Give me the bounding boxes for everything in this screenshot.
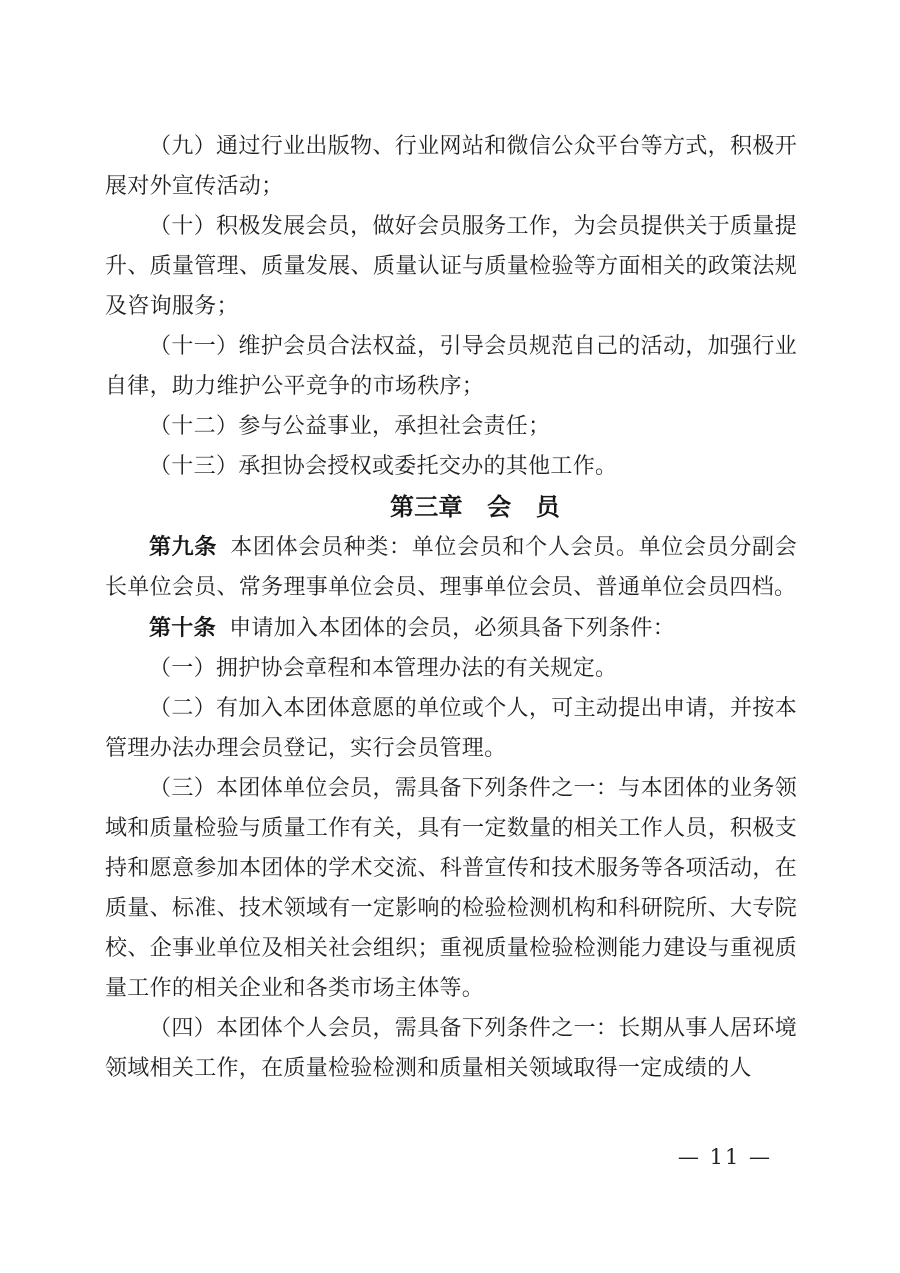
condition-4: （四）本团体个人会员，需具备下列条件之一：长期从事人居环境领域相关工作，在质量检验检测和质量相关领域取得一定成绩的人 bbox=[105, 1016, 797, 1081]
article-9-number: 第九条 bbox=[149, 534, 218, 560]
condition-1: （一）拥护协会章程和本管理办法的有关规定。 bbox=[149, 656, 618, 681]
clause-9: （九）通过行业出版物、行业网站和微信公众平台等方式，积极开展对外宣传活动； bbox=[105, 134, 797, 199]
article-9 bbox=[105, 527, 797, 608]
article-9-text: 本团体会员种类：单位会员和个人会员。单位会员分副会长单位会员、常务理事单位会员、理事单位会员、普通单位会员四档。 bbox=[105, 535, 797, 600]
chapter-3-heading: 第三章 会 员 bbox=[389, 492, 561, 521]
article-10 bbox=[105, 608, 797, 649]
article-10-number: 第十条 bbox=[149, 615, 216, 641]
page-footer bbox=[678, 1142, 772, 1172]
document-body bbox=[105, 127, 797, 1089]
condition-3: （三）本团体单位会员，需具备下列条件之一：与本团体的业务领域和质量检验与质量工作有关，具有一定数量的相关工作人员，积极支持和愿意参加本团体的学术交流、科普宣传和技术服务等各项活动，在质量、标准、技术领域有一定影响的检验检测机构和科研院所、大专院校、企事业单位及相关社会组织；重视质量检验检测能力建设与重视质量工作的相关企业和各类市场主体等。 bbox=[105, 776, 797, 1001]
clause-11: （十一）维护会员合法权益，引导会员规范自己的活动，加强行业自律，助力维护公平竞争的市场秩序； bbox=[105, 334, 797, 399]
clause-13: （十三）承担协会授权或委托交办的其他工作。 bbox=[149, 454, 618, 479]
clause-10: （十）积极发展会员，做好会员服务工作，为会员提供关于质量提升、质量管理、质量发展、质量认证与质量检验等方面相关的政策法规及咨询服务； bbox=[105, 214, 797, 319]
clause-12: （十二）参与公益事业，承担社会责任； bbox=[149, 414, 551, 439]
page-number: — 11 — bbox=[677, 1145, 772, 1169]
article-10-text: 申请加入本团体的会员，必须具备下列条件： bbox=[229, 616, 676, 641]
condition-2: （二）有加入本团体意愿的单位或个人，可主动提出申请，并按本管理办法办理会员登记，实行会员管理。 bbox=[105, 696, 797, 761]
